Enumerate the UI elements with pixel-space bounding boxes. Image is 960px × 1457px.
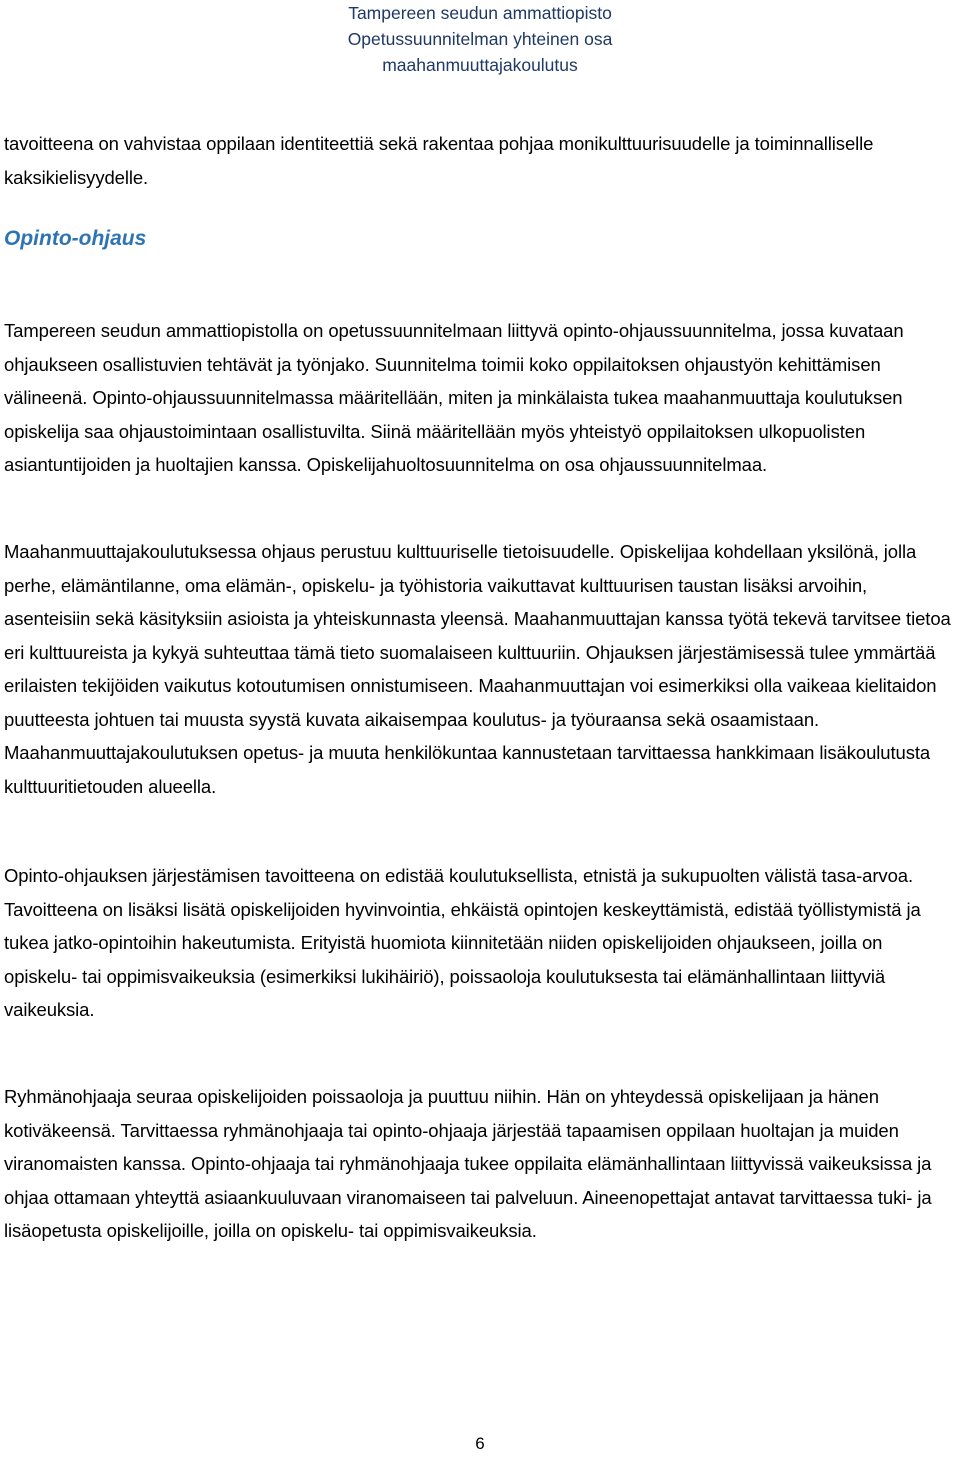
paragraph-guidance-plan: Tampereen seudun ammattiopistolla on opetussuunnitelmaan liittyvä opinto-ohjaussuunnitelma, jossa kuvataan ohjaukseen osallistuvien tehtävät ja työnjako. Suunnitelma toimii koko oppilaitoksen ohjaustyön kehittämisen välineenä. Opinto-ohjaussuunnitelmassa määritellään, miten ja minkälaista tukea maahanmuuttaja koulutuksen opiskelija saa ohjaustoimintaan osallistuvilta. Siinä määritellään myös yhteistyö oppilaitoksen ulkopuolisten asiantuntijoiden ja huoltajien kanssa. Opiskelijahuoltosuunnitelma on osa ohjaussuunnitelmaa. bbox=[4, 320, 904, 475]
header-program-name: maahanmuuttajakoulutus bbox=[382, 55, 578, 75]
paragraph-group-supervisor: Ryhmänohjaaja seuraa opiskelijoiden poissaoloja ja puuttuu niihin. Hän on yhteydessä opiskelijaan ja hänen kotiväkeensä. Tarvittaessa ryhmänohjaaja tai opinto-ohjaaja järjestää tapaamisen oppilaan huoltajan ja muiden viranomaisten kanssa. Opinto-ohjaaja tai ryhmänohjaaja tukee oppilaita elämänhallintaan liittyvissä vaikeuksissa ja ohjaa ottamaan yhteyttä asiaankuuluvaan viranomaiseen tai palveluun. Aineenopettajat antavat tarvittaessa tuki- ja lisäopetusta opiskelijoille, joilla on opiskelu- tai oppimisvaikeuksia. bbox=[4, 1086, 932, 1241]
paragraph-guidance-goals: Opinto-ohjauksen järjestämisen tavoitteena on edistää koulutuksellista, etnistä ja sukupuolten välistä tasa-arvoa. Tavoitteena on lisäksi lisätä opiskelijoiden hyvinvointia, ehkäistä opintojen keskeyttämistä, edistää työllistymistä ja tukea jatko-opintoihin hakeutumista. Erityistä huomiota kiinnitetään niiden opiskelijoiden ohjaukseen, joilla on opiskelu- tai oppimisvaikeuksia (esimerkiksi lukihäiriö), poissaoloja koulutuksesta tai elämänhallintaan liittyviä vaikeuksia. bbox=[4, 865, 921, 1020]
page-number: 6 bbox=[475, 1434, 485, 1453]
page-header bbox=[4, 0, 956, 78]
paragraph-intro-continuation: tavoitteena on vahvistaa oppilaan identiteettiä sekä rakentaa pohjaa monikulttuurisuudelle ja toiminnalliselle kaksikielisyydelle. bbox=[4, 133, 874, 188]
section-heading: Opinto-ohjaus bbox=[4, 227, 147, 250]
header-curriculum-part: Opetussuunnitelman yhteinen osa bbox=[347, 29, 613, 49]
header-school-name: Tampereen seudun ammattiopisto bbox=[348, 3, 612, 23]
paragraph-cultural-awareness: Maahanmuuttajakoulutuksessa ohjaus perustuu kulttuuriselle tietoisuudelle. Opiskelijaa kohdellaan yksilönä, jolla perhe, elämäntilanne, oma elämän-, opiskelu- ja työhistoria vaikuttavat kulttuurisen taustan lisäksi arvoihin, asenteisiin sekä käsityksiin asioista ja yhteiskunnasta yleensä. Maahanmuuttajan kanssa työtä tekevä tarvitsee tietoa eri kulttuureista ja kykyä suhteuttaa tämä tieto suomalaiseen kulttuuriin. Ohjauksen järjestämisessä tulee ymmärtää erilaisten tekijöiden vaikutus kotoutumisen onnistumiseen. Maahanmuuttajan voi esimerkiksi olla vaikeaa kielitaidon puutteesta johtuen tai muusta syystä kuvata aikaisempaa koulutus- ja työuraansa sekä osaamistaan. Maahanmuuttajakoulutuksen opetus- ja muuta henkilökuntaa kannustetaan tarvittaessa hankkimaan lisäkoulutusta kulttuuritietouden alueella. bbox=[4, 541, 951, 797]
